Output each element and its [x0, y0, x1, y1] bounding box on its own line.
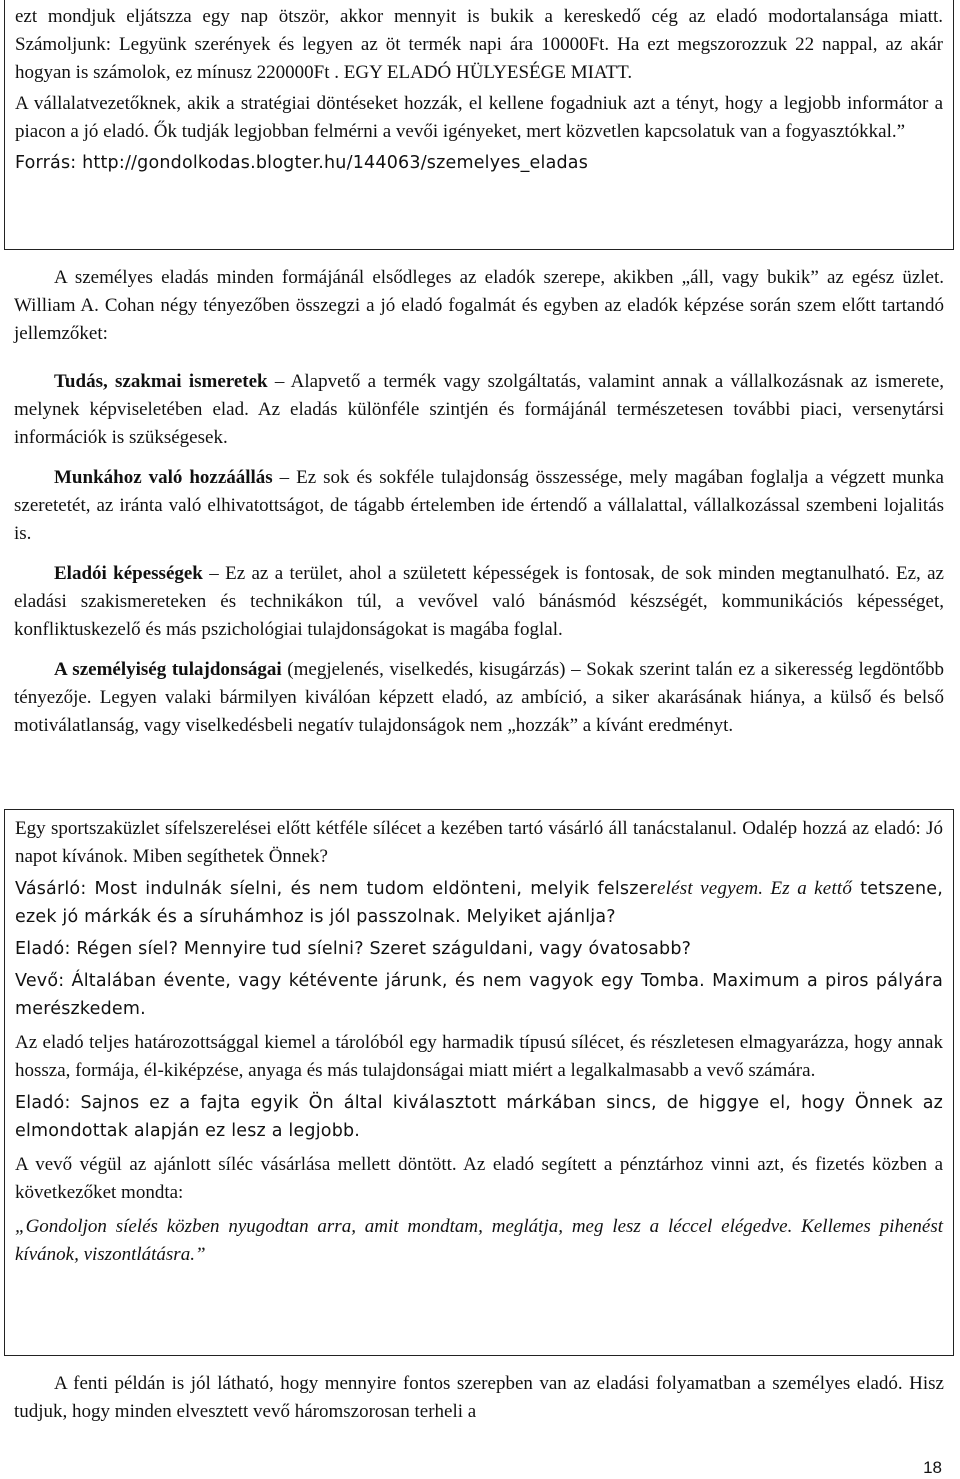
factor-text: – Ez sok és sokféle tulajdonság összessége, mely magában foglalja a végzett munka szeretetét, az iránta való elhivatottságot, de tágabb értelemben ide értendő a vállalattal, vállalkozással szembeni lojalitás is.: [14, 467, 944, 544]
dialogue-paragraph: Az eladó teljes határozottsággal kiemel a tárolóból egy harmadik típusú sílécet, és részletesen elmagyarázza, hogy annak hossza, formája, él-kiképzése, anyaga és más tulajdonságai miatt miért a legalkalmasabb a vevő számára.: [15, 1032, 943, 1081]
factor-item: [14, 464, 944, 548]
closing-text: [14, 1370, 944, 1426]
factor-text: (megjelenés, viselkedés, kisugárzás) – Sokak szerint talán ez a sikeresség legdöntőbb tényezője. Legyen valaki bármilyen kiválóan képzett eladó, az ambíció, a siker akarásának hiánya, a külső és belső motiválatlanság, vagy viselkedésbeli negatív tulajdonságok nem „hozzák” a kívánt eredményt.: [14, 659, 944, 736]
source-line: Forrás: http://gondolkodas.blogter.hu/144063/szemelyes_eladas: [15, 153, 589, 173]
factor-item: [14, 368, 944, 452]
dialogue-paragraph: Vevő: Általában évente, vagy kétévente járunk, és nem vagyok egy Tomba. Maximum a piros pályára merészkedem.: [15, 971, 943, 1019]
factor-term: Eladói képességek: [54, 563, 203, 584]
dialogue-box: [4, 809, 954, 1356]
factor-term: Tudás, szakmai ismeretek: [54, 371, 268, 392]
factor-term: Munkához való hozzáállás: [54, 467, 273, 488]
dialogue-paragraph: Egy sportszaküzlet sífelszerelései előtt kétféle sílécet a kezében tartó vásárló áll tanácstalanul. Odalép hozzá az eladó: Jó napot kívánok. Miben segíthetek Önnek?: [15, 818, 943, 867]
dialogue-paragraph: Eladó: Sajnos ez a fajta egyik Ön által kiválasztott márkában sincs, de higgye el, hogy Önnek az elmondottak alapján ez lesz a legjobb.: [15, 1093, 943, 1141]
factor-text: – Ez az a terület, ahol a született képességek is fontosak, de sok minden megtanulható. Ez, az eladási szakismereteken és technikákon túl, a vevővel való bánásmód készségét, kommunikációs képességet, konfliktuskezelő és más pszichológiai tulajdonságokat is magába foglal.: [14, 563, 944, 640]
intro-paragraph: A személyes eladás minden formájánál elsődleges az eladók szerepe, akikben „áll, vagy bukik” az egész üzlet. William A. Cohan négy tényezőben összegzi a jó eladó fogalmát és egyben az eladók képzése során szem előtt tartandó jellemzőket:: [14, 267, 944, 344]
page-number: 18: [923, 1458, 942, 1477]
closing-quote: „Gondoljon síelés közben nyugodtan arra, amit mondtam, meglátja, meg lesz a léccel elégedve. Kellemes pihenést kívánok, viszontlátásra.”: [15, 1216, 943, 1265]
dialogue-paragraph: Eladó: Régen síel? Mennyire tud síelni? Szeret száguldani, vagy óvatosabb?: [15, 939, 692, 959]
dialogue-text: Vásárló: Most indulnák síelni, és nem tudom eldönteni, melyik felszer: [15, 879, 657, 899]
quote-paragraph: ezt mondjuk eljátszza egy nap ötször, akkor mennyit is bukik a kereskedő cég az eladó modortalansága miatt. Számoljunk: Legyünk szerények és legyen az öt termék napi ára 10000Ft. Ha ezt megszorozzuk 22 nappal, az akár hogyan is számolok, ez mínusz 220000Ft . EGY ELADÓ HÜLYESÉGE MIATT.: [15, 6, 943, 83]
quote-paragraph: A vállalatvezetőknek, akik a stratégiai döntéseket hozzák, el kellene fogadniuk azt a tényt, hogy a legjobb informátor a piacon a jó eladó. Ők tudják legjobban felmérni a vevői igényeket, mert közvetlen kapcsolatuk van a fogyasztókkal.”: [15, 93, 943, 142]
dialogue-paragraph: A vevő végül az ajánlott síléc vásárlása mellett döntött. Az eladó segített a pénztárhoz vinni azt, és fizetés közben a következőket mondta:: [15, 1154, 943, 1203]
main-text: [14, 264, 944, 740]
closing-paragraph: A fenti példán is jól látható, hogy mennyire fontos szerepben van az eladási folyamatban a személyes eladó. Hisz tudjuk, hogy minden elvesztett vevő háromszorosan terheli a: [14, 1373, 944, 1422]
factor-term: A személyiség tulajdonságai: [54, 659, 282, 680]
factor-text: – Alapvető a termék vagy szolgáltatás, valamint annak a vállalkozásnak az ismerete, melynek képviseletében elad. Az eladás különféle szintjén és formájánál természetesen további piaci, versenytársi információk is szükségesek.: [14, 371, 945, 448]
dialogue-paragraph: [15, 875, 943, 931]
factor-item: [14, 656, 944, 740]
factor-item: [14, 560, 944, 644]
dialogue-italic: elést vegyem. Ez a kettő: [657, 878, 853, 899]
quote-box-top: [4, 0, 954, 250]
dialogue-text: tetszene, ezek jó márkák és a síruhámhoz is jól passzolnak. Melyiket ajánlja?: [15, 879, 943, 927]
